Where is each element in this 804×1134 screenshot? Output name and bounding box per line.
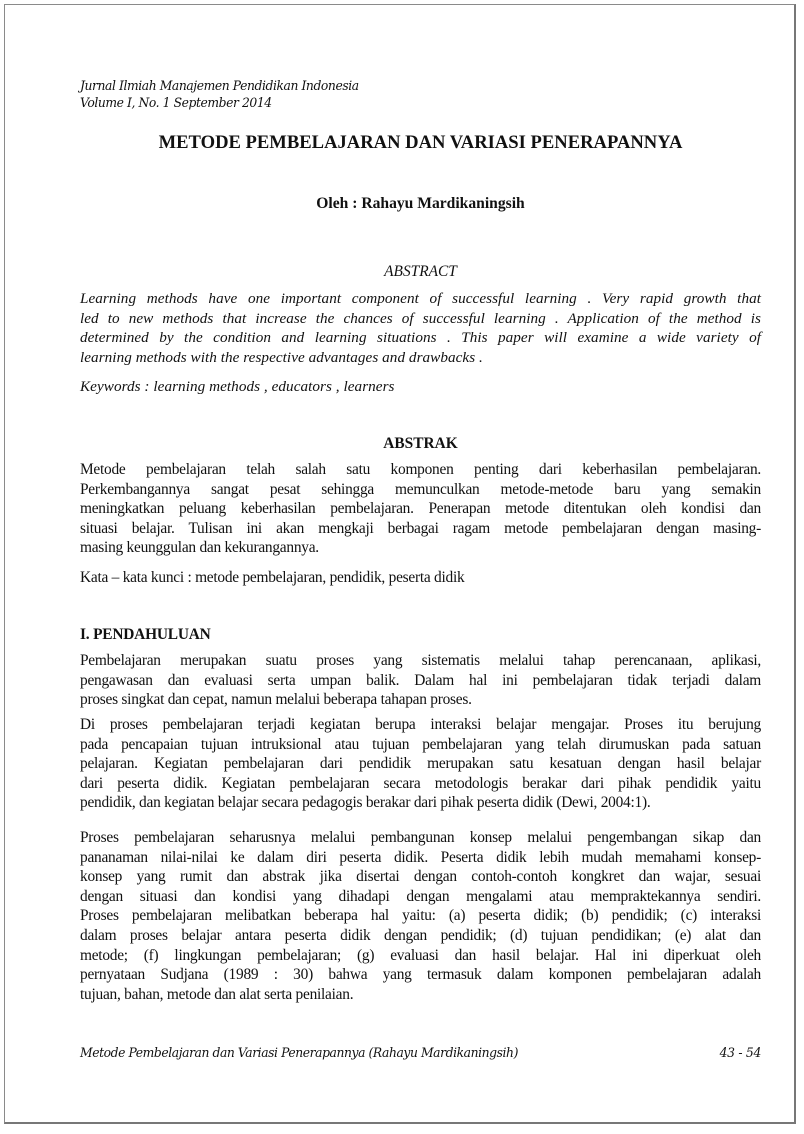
section-paragraph — [80, 828, 761, 1004]
paragraph-line: pada pencapaian tujuan intruksional atau tujuan pembelajaran yang telah dirumuskan pada satuan — [80, 735, 761, 753]
paragraph-line: konsep yang rumit dan abstrak jika disertai dengan contoh-contoh kongkret dan wajar, sesuai — [80, 868, 761, 886]
paragraph-line: pernyataan Sudjana (1989 : 30) bahwa yang termasuk dalam komponen pembelajaran adalah — [80, 966, 761, 984]
abstract-en-body — [80, 289, 761, 367]
keywords-en: Keywords : learning methods , educators , learners — [80, 378, 395, 395]
running-title: Metode Pembelajaran dan Variasi Penerapannya (Rahayu Mardikaningsih) — [80, 1046, 518, 1061]
paragraph-line: dalam proses belajar antara peserta didik dengan pendidik; (d) tujuan pendidikan; (e) alat dan — [80, 926, 761, 944]
abstract-id-body — [80, 460, 761, 558]
paragraph-line: dengan situasi dan kondisi yang dihadapi dengan mengalami atau mempraktekannya sendiri. — [80, 887, 761, 905]
paragraph-line: Di proses pembelajaran terjadi kegiatan berupa interaksi belajar mengajar. Proses itu berujung — [80, 716, 761, 733]
paragraph-line: Pembelajaran merupakan suatu proses yang sistematis melalui tahap perencanaan, aplikasi, — [80, 652, 761, 669]
abstract-id-line: situasi belajar. Tulisan ini akan mengkaji berbagai ragam metode pembelajaran dengan masing- — [80, 519, 761, 537]
abstract-id-keywords — [80, 568, 761, 588]
author-line: Oleh : Rahayu Mardikaningsih — [316, 195, 525, 212]
abstract-id-line: masing keunggulan dan kekurangannya. — [80, 539, 319, 557]
paragraph-line: metode; (f) lingkungan pembelajaran; (g) evaluasi dan hasil belajar. Hal ini diperkuat oleh — [80, 946, 761, 964]
paper-title: METODE PEMBELAJARAN DAN VARIASI PENERAPANNYA — [158, 132, 683, 153]
paragraph-line: pananaman nilai-nilai ke dalam diri peserta didik. Peserta didik lebih mudah memahami konsep- — [80, 848, 761, 866]
abstract-id-line: Metode pembelajaran telah salah satu komponen penting dari keberhasilan pembelajaran. — [80, 461, 761, 478]
journal-header — [80, 79, 359, 112]
paragraph-line: Proses pembelajaran melibatkan beberapa hal yaitu: (a) peserta didik; (b) pendidik; (c) interaksi — [80, 907, 761, 925]
abstract-heading: ABSTRACT — [384, 263, 457, 280]
paragraph-line: proses singkat dan cepat, namun melalui beberapa tahapan proses. — [80, 691, 472, 709]
keywords-id: Kata – kata kunci : metode pembelajaran, pendidik, peserta didik — [80, 569, 465, 586]
paragraph-line: pengawasan dan evaluasi serta umpan balik. Dalam hal ini pembelajaran tidak terjadi dalam — [80, 671, 761, 689]
abstrak-heading: ABSTRAK — [383, 435, 458, 452]
paragraph-line: pelajaran. Kegiatan pembelajaran dari pendidik merupakan satu kesatuan dengan hasil belajar — [80, 755, 761, 773]
paragraph-line: tujuan, bahan, metode dan alat serta penilaian. — [80, 985, 354, 1003]
abstract-id-line: Perkembangannya sangat pesat sehingga memunculkan metode-metode baru yang semakin — [80, 480, 761, 498]
paragraph-line: Proses pembelajaran seharusnya melalui pembangunan konsep melalui pengembangan sikap dan — [80, 829, 761, 846]
paragraph-line: pendidik, dan kegiatan belajar secara pedagogis berakar dari pihak peserta didik (Dewi, 2004:1). — [80, 794, 651, 812]
abstract-en-line: Learning methods have one important component of successful learning . Very rapid growth that — [80, 290, 761, 307]
abstract-en-line: learning methods with the respective advantages and drawbacks . — [80, 348, 483, 366]
section-paragraph — [80, 651, 761, 710]
journal-volume: Volume I, No. 1 September 2014 — [80, 95, 272, 111]
abstract-en-line: led to new methods that increase the chances of successful learning . Application of the method is — [80, 309, 761, 327]
journal-name: Jurnal Ilmiah Manajemen Pendidikan Indonesia — [80, 79, 359, 94]
paragraph-line: dari peserta didik. Kegiatan pembelajaran secara metodologis berakar dari pihak pendidik yaitu — [80, 774, 761, 792]
section-paragraph — [80, 715, 761, 813]
abstract-en-line: determined by the condition and learning situations . This paper will examine a wide variety of — [80, 329, 761, 347]
abstract-en-keywords — [80, 377, 761, 397]
abstract-id-line: meningkatkan peluang keberhasilan pembelajaran. Penerapan metode ditentukan oleh kondisi dan — [80, 500, 761, 518]
section-heading: I. PENDAHULUAN — [80, 626, 211, 643]
page-range: 43 - 54 — [719, 1046, 761, 1061]
